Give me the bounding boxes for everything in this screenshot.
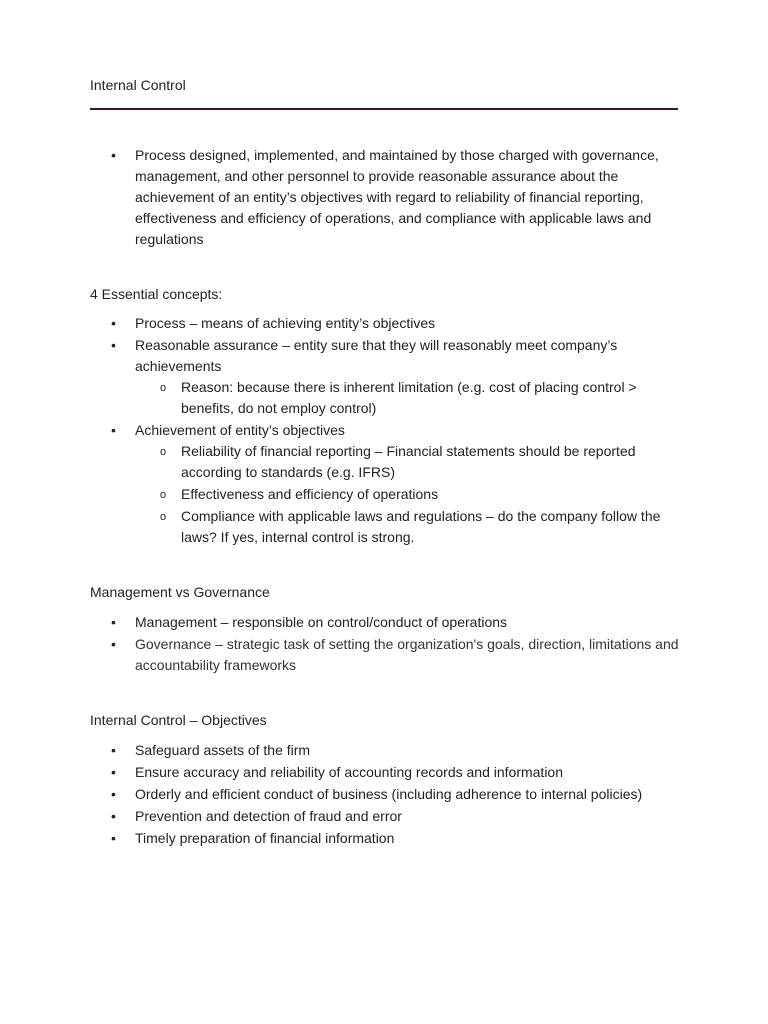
bullet-icon: • [111, 808, 116, 824]
page-title: Internal Control [90, 77, 186, 93]
list-item-text: Prevention and detection of fraud and error [135, 808, 402, 824]
concepts-list [110, 313, 680, 549]
sub-list-item [160, 506, 680, 548]
list-item [110, 145, 680, 250]
list-item-text: Achievement of entity’s objectives [135, 422, 345, 438]
list-item [110, 828, 680, 849]
sub-list-item-text: Compliance with applicable laws and regulations – do the company follow the laws? If yes, internal control is strong. [181, 508, 661, 545]
list-item [110, 784, 680, 805]
bullet-icon: • [111, 742, 116, 758]
sub-bullet-icon: o [160, 511, 167, 523]
bullet-icon: • [111, 422, 116, 438]
list-item [110, 634, 680, 676]
list-item-text: Orderly and efficient conduct of business (including adherence to internal policies) [135, 786, 643, 802]
list-item [110, 806, 680, 827]
sub-list-item-text: Reliability of financial reporting – Financial statements should be reported according to standards (e.g. IFRS) [181, 443, 636, 480]
section-heading-concepts: 4 Essential concepts: [90, 286, 223, 302]
sub-list [135, 441, 680, 548]
management-list [110, 612, 680, 677]
bullet-icon: • [111, 147, 116, 163]
list-item-text: Timely preparation of financial information [135, 830, 395, 846]
definition-list [110, 145, 680, 251]
list-item-text: Management – responsible on control/conduct of operations [135, 614, 508, 630]
definition-text: Process designed, implemented, and maintained by those charged with governance, management, and other personnel to provide reasonable assurance about the achievement of an entity’s objectives with regard to reliability of financial reporting, effectiveness and efficiency of operations, and compliance with applicable laws and regulations [135, 147, 659, 247]
section-heading-management: Management vs Governance [90, 584, 270, 600]
list-item [110, 740, 680, 761]
bullet-icon: • [111, 636, 116, 652]
list-item-text: Safeguard assets of the firm [135, 742, 311, 758]
list-item [110, 762, 680, 783]
objectives-list [110, 740, 680, 850]
bullet-icon: • [111, 614, 116, 630]
list-item-text: Reasonable assurance – entity sure that they will reasonably meet company’s achievements [135, 337, 618, 374]
sub-bullet-icon: o [160, 382, 167, 394]
sub-list-item [160, 377, 680, 419]
sub-list-item-text: Effectiveness and efficiency of operations [181, 486, 439, 502]
sub-list-item-text: Reason: because there is inherent limitation (e.g. cost of placing control > benefits, do not employ control) [181, 379, 637, 416]
bullet-icon: • [111, 337, 116, 353]
sub-list-item [160, 484, 680, 505]
sub-bullet-icon: o [160, 446, 167, 458]
list-item [110, 313, 680, 334]
list-item [110, 420, 680, 548]
list-item-text: Governance – strategic task of setting the organization's goals, direction, limitations and accountability frameworks [135, 636, 679, 673]
title-underline [90, 108, 678, 110]
bullet-icon: • [111, 786, 116, 802]
list-item [110, 335, 680, 419]
bullet-icon: • [111, 315, 116, 331]
sub-list-item [160, 441, 680, 483]
list-item [110, 612, 680, 633]
section-heading-objectives: Internal Control – Objectives [90, 712, 267, 728]
bullet-icon: • [111, 830, 116, 846]
sub-bullet-icon: o [160, 489, 167, 501]
bullet-icon: • [111, 764, 116, 780]
sub-list [135, 377, 680, 419]
list-item-text: Process – means of achieving entity’s objectives [135, 315, 436, 331]
list-item-text: Ensure accuracy and reliability of accounting records and information [135, 764, 564, 780]
